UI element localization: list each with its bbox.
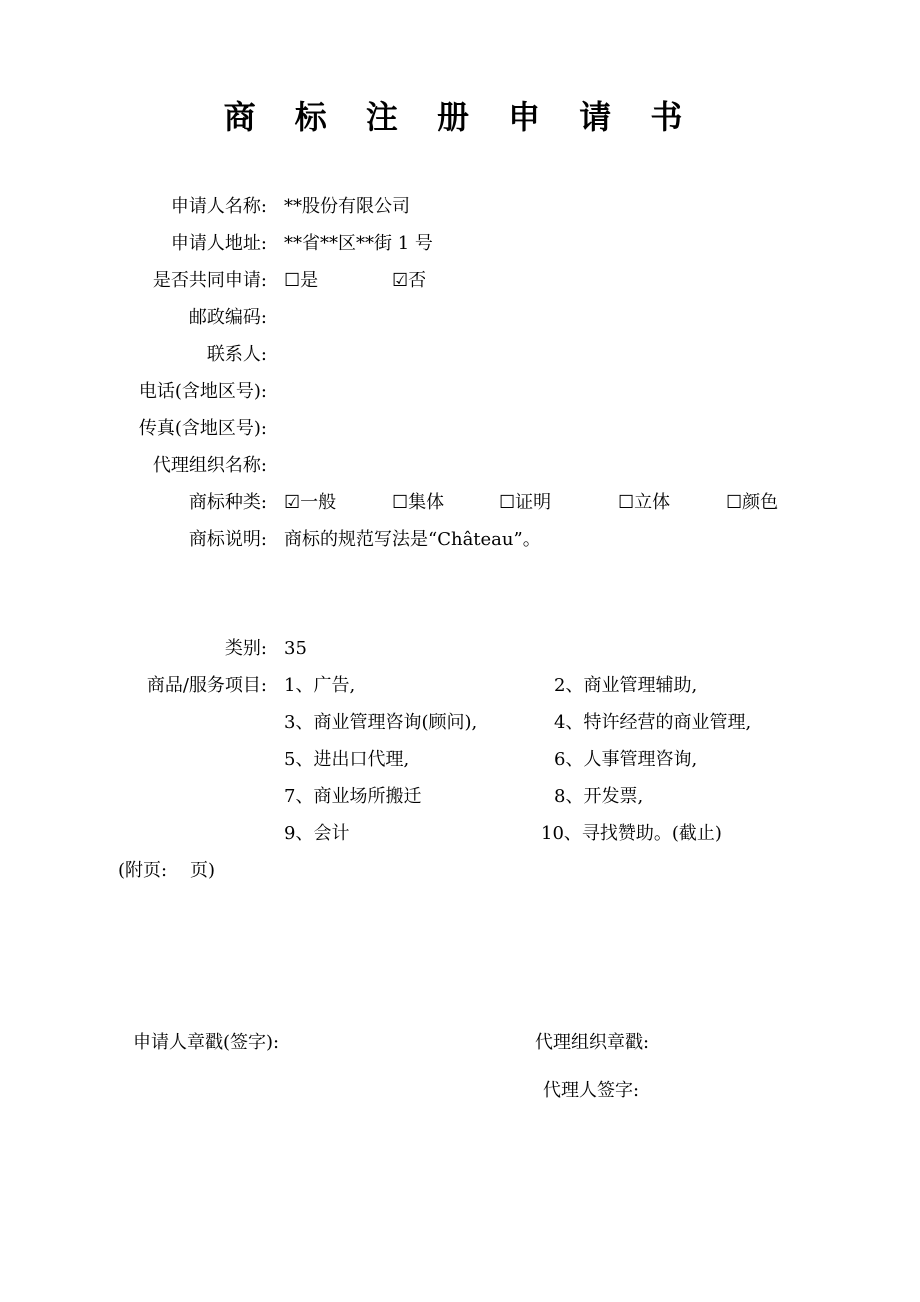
goods-services-row bbox=[0, 673, 920, 699]
mark-type-label: 商标种类: bbox=[188, 492, 267, 513]
goods-item: 2、商业管理辅助, bbox=[554, 675, 698, 696]
checkbox-checked-icon[interactable]: ☑ bbox=[284, 492, 301, 513]
mark-description-label: 商标说明: bbox=[188, 529, 267, 550]
mark-type-color-label: 颜色 bbox=[742, 492, 779, 513]
mark-type-certification-option[interactable] bbox=[499, 490, 551, 516]
goods-item: 7、商业场所搬迁 bbox=[284, 786, 422, 807]
postal-code-row bbox=[0, 305, 920, 331]
applicant-address-value[interactable]: **省**区**街 1 号 bbox=[284, 233, 433, 254]
joint-no-label: 否 bbox=[408, 270, 427, 291]
mark-type-general-label: 一般 bbox=[300, 492, 337, 513]
agency-name-row bbox=[0, 453, 920, 479]
checkbox-unchecked-icon[interactable]: ☐ bbox=[618, 492, 635, 513]
joint-application-row bbox=[0, 268, 920, 294]
page-title: 商 标 注 册 申 请 书 bbox=[223, 98, 697, 136]
goods-item: 6、人事管理咨询, bbox=[554, 749, 698, 770]
joint-yes-option[interactable] bbox=[284, 268, 318, 294]
contact-row bbox=[0, 342, 920, 368]
mark-type-general-option[interactable] bbox=[284, 490, 336, 516]
applicant-seal-label: 申请人章戳(签字): bbox=[133, 1032, 280, 1053]
mark-type-3d-label: 立体 bbox=[634, 492, 671, 513]
attachment-note: (附页: 页) bbox=[118, 860, 215, 881]
applicant-name-value[interactable]: **股份有限公司 bbox=[284, 196, 410, 217]
phone-label: 电话(含地区号): bbox=[138, 381, 267, 402]
mark-type-row bbox=[0, 490, 920, 516]
fax-label: 传真(含地区号): bbox=[138, 418, 267, 439]
checkbox-unchecked-icon[interactable]: ☐ bbox=[284, 270, 301, 291]
mark-type-certification-label: 证明 bbox=[515, 492, 552, 513]
joint-no-option[interactable] bbox=[392, 268, 426, 294]
postal-code-label: 邮政编码: bbox=[188, 307, 267, 328]
mark-type-3d-option[interactable] bbox=[618, 490, 670, 516]
contact-label: 联系人: bbox=[206, 344, 267, 365]
mark-type-collective-option[interactable] bbox=[392, 490, 444, 516]
goods-item: 4、特许经营的商业管理, bbox=[554, 712, 752, 733]
goods-item: 5、进出口代理, bbox=[284, 749, 410, 770]
applicant-name-row bbox=[0, 194, 920, 220]
joint-yes-label: 是 bbox=[300, 270, 319, 291]
checkbox-checked-icon[interactable]: ☑ bbox=[392, 270, 409, 291]
class-row bbox=[0, 636, 920, 662]
mark-type-color-option[interactable] bbox=[726, 490, 778, 516]
goods-services-label: 商品/服务项目: bbox=[146, 675, 267, 696]
agency-seal-label: 代理组织章戳: bbox=[535, 1032, 650, 1053]
class-value[interactable]: 35 bbox=[284, 638, 307, 659]
applicant-address-row bbox=[0, 231, 920, 257]
mark-description-row bbox=[0, 527, 920, 553]
goods-item: 9、会计 bbox=[284, 823, 350, 844]
goods-item: 3、商业管理咨询(顾问), bbox=[284, 712, 478, 733]
checkbox-unchecked-icon[interactable]: ☐ bbox=[499, 492, 516, 513]
fax-row bbox=[0, 416, 920, 442]
applicant-name-label: 申请人名称: bbox=[170, 196, 267, 217]
agency-name-label: 代理组织名称: bbox=[152, 455, 267, 476]
goods-item: 1、广告, bbox=[284, 675, 356, 696]
phone-row bbox=[0, 379, 920, 405]
checkbox-unchecked-icon[interactable]: ☐ bbox=[726, 492, 743, 513]
goods-item: 10、寻找赞助。(截止) bbox=[541, 823, 722, 844]
checkbox-unchecked-icon[interactable]: ☐ bbox=[392, 492, 409, 513]
mark-type-collective-label: 集体 bbox=[408, 492, 445, 513]
mark-description-value[interactable]: 商标的规范写法是“Château”。 bbox=[284, 529, 541, 550]
joint-application-label: 是否共同申请: bbox=[152, 270, 267, 291]
class-label: 类别: bbox=[224, 638, 267, 659]
applicant-address-label: 申请人地址: bbox=[170, 233, 267, 254]
agent-signature-label: 代理人签字: bbox=[543, 1080, 640, 1101]
goods-item: 8、开发票, bbox=[554, 786, 644, 807]
